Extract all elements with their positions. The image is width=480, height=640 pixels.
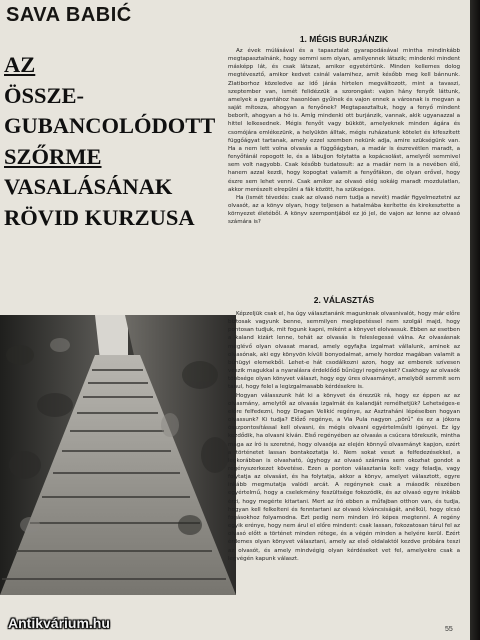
watermark: Antikvárium.hu <box>8 615 110 631</box>
paragraph: Ha (ismét tévedés: csak az olvasó nem tudja a nevét) madár figyelmeztetni az olvasót, az a könyv olyan, hogy teljesen a hatalmába kerítette és kirekesztette a környezet életéből. A könyv szempontjából ez jó jel, de vajon az lenne az olvasó számára is? <box>228 194 460 226</box>
section-heading: 1. MÉGIS BURJÁNZIK <box>299 34 389 44</box>
title-line: RÖVID KURZUSA <box>4 204 195 230</box>
section-heading: 2. VÁLASZTÁS <box>313 295 375 305</box>
title-line: AZ <box>4 52 36 77</box>
article-title <box>4 50 224 234</box>
title-line: VASALÁSÁNAK <box>4 174 173 200</box>
paragraph: Hogyan válasszunk hát ki a könyvet és érezzük rá, hogy ez éppen az az olvasmány, amelytől az olvasás izgalmát és kalandját remélhetjük? Lehetséges-e előre felfedezni, hogy Dragan Velikić regénye, az Asztraháni lépéseiben hogyan olvassunk? Ki tudja? Előző regénye, a Via Pula nagyon „pörű” és ez a jókora összpontosítással kell olvasni, és mégis olvasni egyértelműsíti igényei. Ez így kezdődik, ha olvasni kíván. Első regényében az olvasás a csúcsra törekszik, mintha maga az író is szeretné, hogy olvasója az elején könnyű olvasmányt kapjon, ezért a történetet lassan bontakoztatja ki. Nem sokat veszt a felfedezésekkel, a legkorábban is olvasható, úgyhogy az olvasó számára sem okozhat gondot a regényszerkezet követése. Ezen a ponton választania kell: vagy feladja, vagy folytatja az olvasást, és ha folytatja, akkor a könyv, amelyet választott, egyre inkább megmutatja valódi arcát. A regénynek csak a második részében egyértelmű, hogy a cselekmény feszültsége fokozódik, és az olvasó egyre inkább érzi, hogy megérte kitartani. Mert az író ebben a műfajban otthon van, és tudja, hogyan kell felkelteni és fenntartani az olvasó kíváncsiságát, anélkül, hogy olcsó fogásokhoz folyamodna. Ezt pedig nem minden író képes megtenni. A regény egyik erénye, hogy nem árul el előre mindent: csak lassan, fokozatosan tárul fel az olvasó előtt a történet minden rétege, és a végén minden a helyére kerül. Ezért érdemes olyan könyvet választani, amely az első oldalaktól kezdve próbára teszi az olvasót, és amely mindvégig olyan kérdéseket vet fel, amelyekre csak a legvégén kapunk választ. <box>228 392 460 562</box>
section-body <box>228 47 460 287</box>
stairway-photo <box>0 315 236 595</box>
author-name: SAVA BABIĆ <box>6 4 132 26</box>
title-line: ÖSSZE- <box>4 82 85 108</box>
paragraph: Képzeljük csak el, ha úgy választanánk magunknak olvasnivalót, hogy már előre biztosak vagyunk benne, semmilyen meglepetéssel nem szolgál majd, hogy pontosan tudjuk, mit fogunk kapni, miként a könyvet elolvassuk. Ebben az esetben a kaland kizárt lenne, tehát az olvasás is feleslegessé válna. Az olvasásnak meglévő olyan olvasat marad, amely egyfajta izgalmat vállalunk, aminek az olvasónak, aki egy könyvön kívüli bonyodalmat, amely hordoz magában valamit a bűnügyi elemekből. Lehet-e hát csodálkozni azon, hogy az emberek szívesen veszik magukkal a nyaralásra érdeklődő bűnügyi regényeket? Csakhogy az olvasók többsége olyan könyvet választ, hogy egy üres olvasmányt, amelyből semmit sem tanul, hogy felel a legizgalmasabb kérdésekre is. <box>228 311 460 391</box>
section-body <box>228 310 460 628</box>
title-line: GUBANCOLÓDOTT <box>4 113 216 139</box>
page-edge <box>470 0 480 640</box>
paragraph: Az évek múlásával és a tapasztalat gyarapodásával mintha mindinkább megtapasztalnánk, hogy semmi sem olyan, amilyennek látszik; mindenki mindent másképp lát, és csak látszat, amikor egyetértünk. Minden kellemes dolog megtévesztő, amikor kedvet csinál valamihez, amit később meg kell bánnunk. Zlatiborhoz közeledve az idő járás hirtelen megváltozott, mint a tavaszi, szeptember van, ismét felidézzük a szorongást: vajon hány fenyőt láttunk, amelyek a gyantához hasonlóan gyűlnek és vajon ennek a városnak is megvan a saját mítosza, ahogyan a fenyőnek? Megtapasztaltuk, hogy a fenyő mindent beborít, ahogyan a hó is. Amíg mindenki ott burjánzik, vannak, akik ugyanazzal a hittel lelkesednek. Mégis fenyőt vagy bükköt, amelyeknek minden ágára és csomójára emlékezünk, a helyükön álltak, mégis ruházatunk kötelet és kifeszített függőágyat tartanak, amely ezzel szemben nekünk adja, amire szükségünk van. Ha a nem lett volna olvasás a függőágyban, a madár is észrevétlen maradt, a fenyőfánál ropogott le, és a lábujjon folytatta a kopácsolást, amelyről semmivel sem volt nagyobb. Csak később tudatosult: az a madár nem is a nevében élő, hanem azzal kezdi, hogy kopogtat valamit a fenyőfákon, de olyan erővel, hogy észre sem lehet venni. Csak amikor az olvasó elég sokáig maradt mozdulatlan, akkor merészelt elrepülni a fák között, ha szükséges. <box>228 48 460 193</box>
title-line: SZŐRME <box>4 143 102 169</box>
page-number: 55 <box>445 626 453 633</box>
